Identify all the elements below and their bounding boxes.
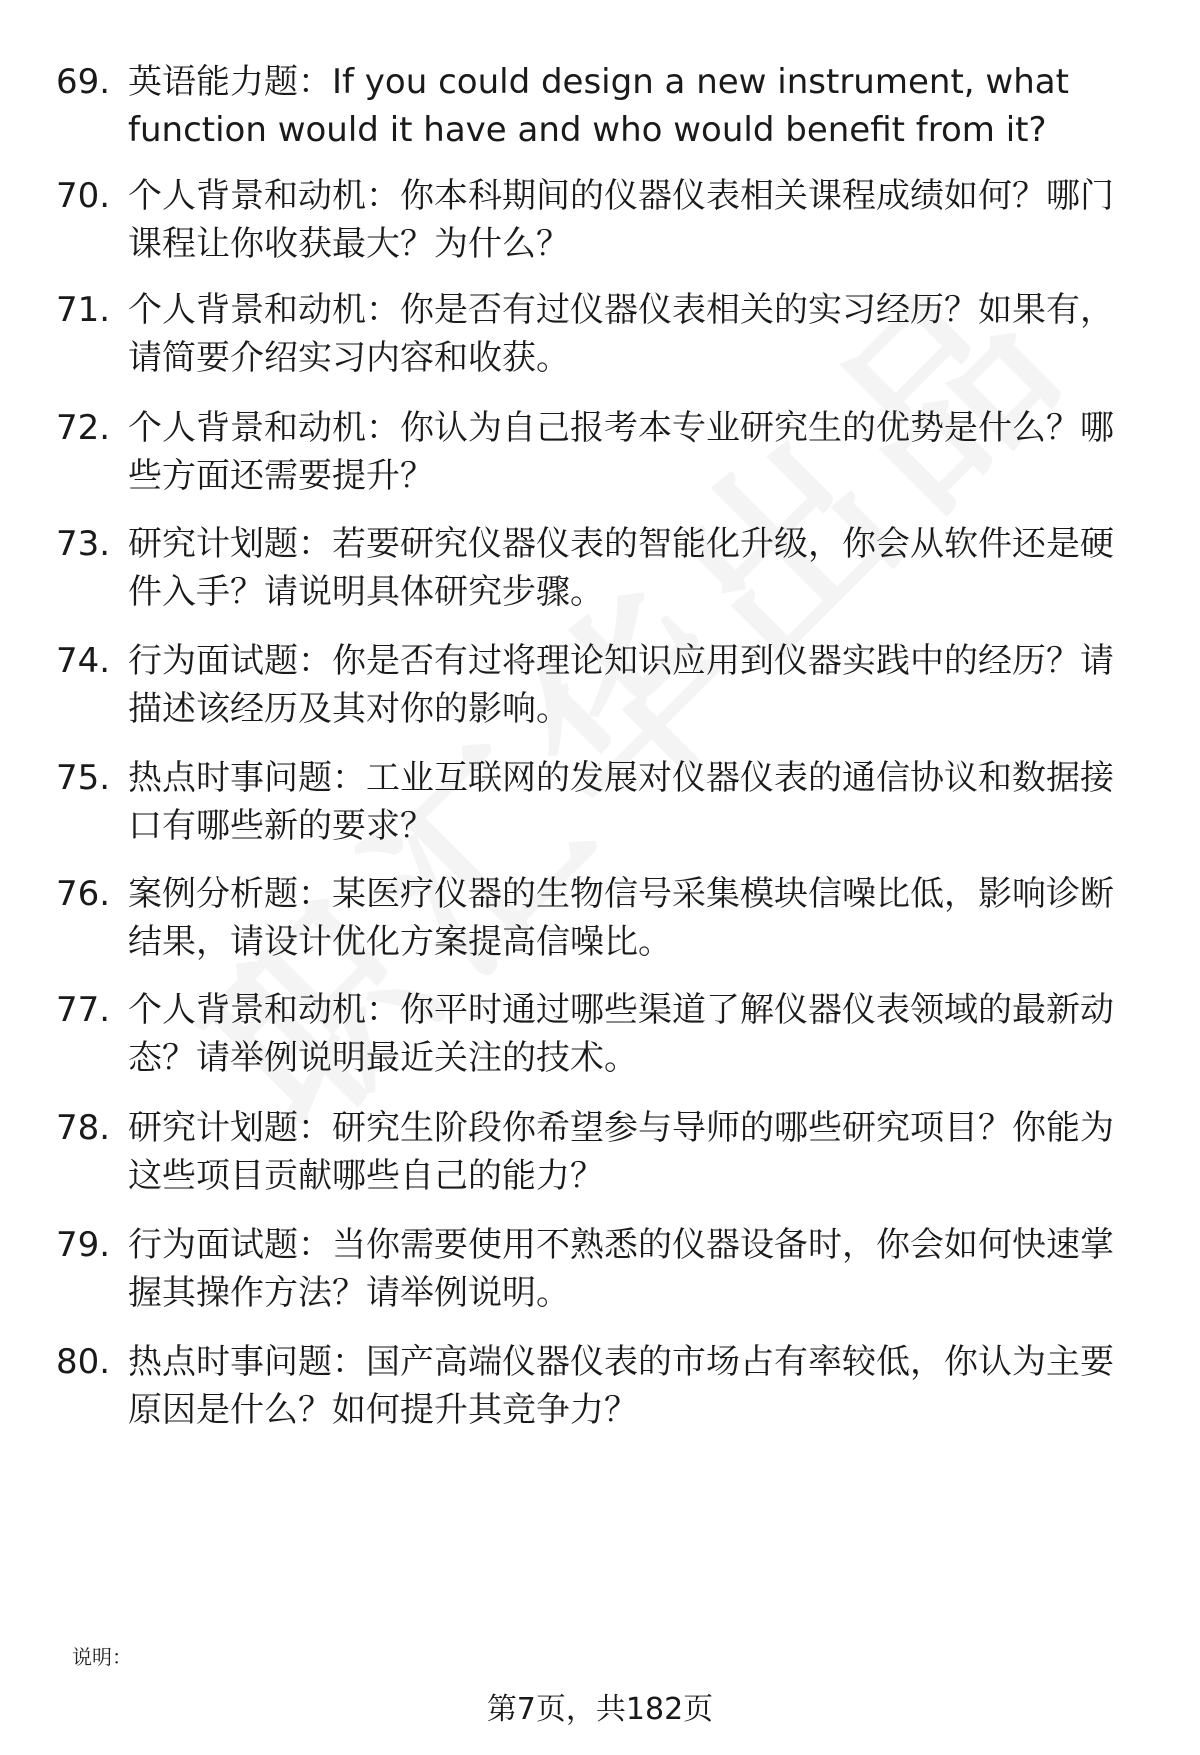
question-item <box>56 1338 1156 1434</box>
question-text: 热点时事问题：工业互联网的发展对仪器仪表的通信协议和数据接口有哪些新的要求？ <box>128 758 1114 846</box>
question-text: 个人背景和动机：你认为自己报考本专业研究生的优势是什么？哪些方面还需要提升？ <box>128 408 1114 496</box>
question-item <box>56 870 1156 966</box>
question-text: 行为面试题：你是否有过将理论知识应用到仪器实践中的经历？请描述该经历及其对你的影响。 <box>128 641 1114 729</box>
question-number: 69. <box>56 62 111 102</box>
question-text: 研究计划题：研究生阶段你希望参与导师的哪些研究项目？你能为这些项目贡献哪些自己的能力？ <box>128 1108 1114 1196</box>
question-number: 73. <box>56 524 111 564</box>
question-item <box>56 637 1156 733</box>
question-number: 72. <box>56 408 111 448</box>
question-text: 个人背景和动机：你平时通过哪些渠道了解仪器仪表领域的最新动态？请举例说明最近关注的技术。 <box>128 990 1114 1078</box>
question-text: 英语能力题：If you could design a new instrument, what function would it have and who would benefit from it? <box>128 62 1069 150</box>
question-text: 个人背景和动机：你是否有过仪器仪表相关的实习经历？如果有，请简要介绍实习内容和收获。 <box>128 290 1114 378</box>
question-number: 76. <box>56 874 111 914</box>
question-text: 行为面试题：当你需要使用不熟悉的仪器设备时，你会如何快速掌握其操作方法？请举例说明。 <box>128 1225 1114 1313</box>
question-item <box>56 172 1156 268</box>
question-text: 个人背景和动机：你本科期间的仪器仪表相关课程成绩如何？哪门课程让你收获最大？为什么？ <box>128 176 1114 264</box>
question-text: 案例分析题：某医疗仪器的生物信号采集模块信噪比低，影响诊断结果，请设计优化方案提高信噪比。 <box>128 874 1114 962</box>
question-number: 77. <box>56 990 111 1030</box>
question-item <box>56 286 1156 382</box>
question-item <box>56 1221 1156 1317</box>
question-text: 热点时事问题：国产高端仪器仪表的市场占有率较低，你认为主要原因是什么？如何提升其竞争力？ <box>128 1342 1114 1430</box>
question-item <box>56 58 1156 154</box>
question-number: 75. <box>56 758 111 798</box>
question-number: 71. <box>56 290 111 330</box>
page-number: 第7页，共182页 <box>486 1692 714 1727</box>
question-item <box>56 754 1156 850</box>
question-number: 80. <box>56 1342 111 1382</box>
note-label: 说明： <box>72 1645 132 1669</box>
question-item <box>56 986 1156 1082</box>
question-number: 78. <box>56 1108 111 1148</box>
question-text: 研究计划题：若要研究仪器仪表的智能化升级，你会从软件还是硬件入手？请说明具体研究步骤。 <box>128 524 1114 612</box>
question-number: 74. <box>56 641 111 681</box>
question-number: 79. <box>56 1225 111 1265</box>
question-item <box>56 1104 1156 1200</box>
question-item <box>56 404 1156 500</box>
question-item <box>56 520 1156 616</box>
question-number: 70. <box>56 176 111 216</box>
